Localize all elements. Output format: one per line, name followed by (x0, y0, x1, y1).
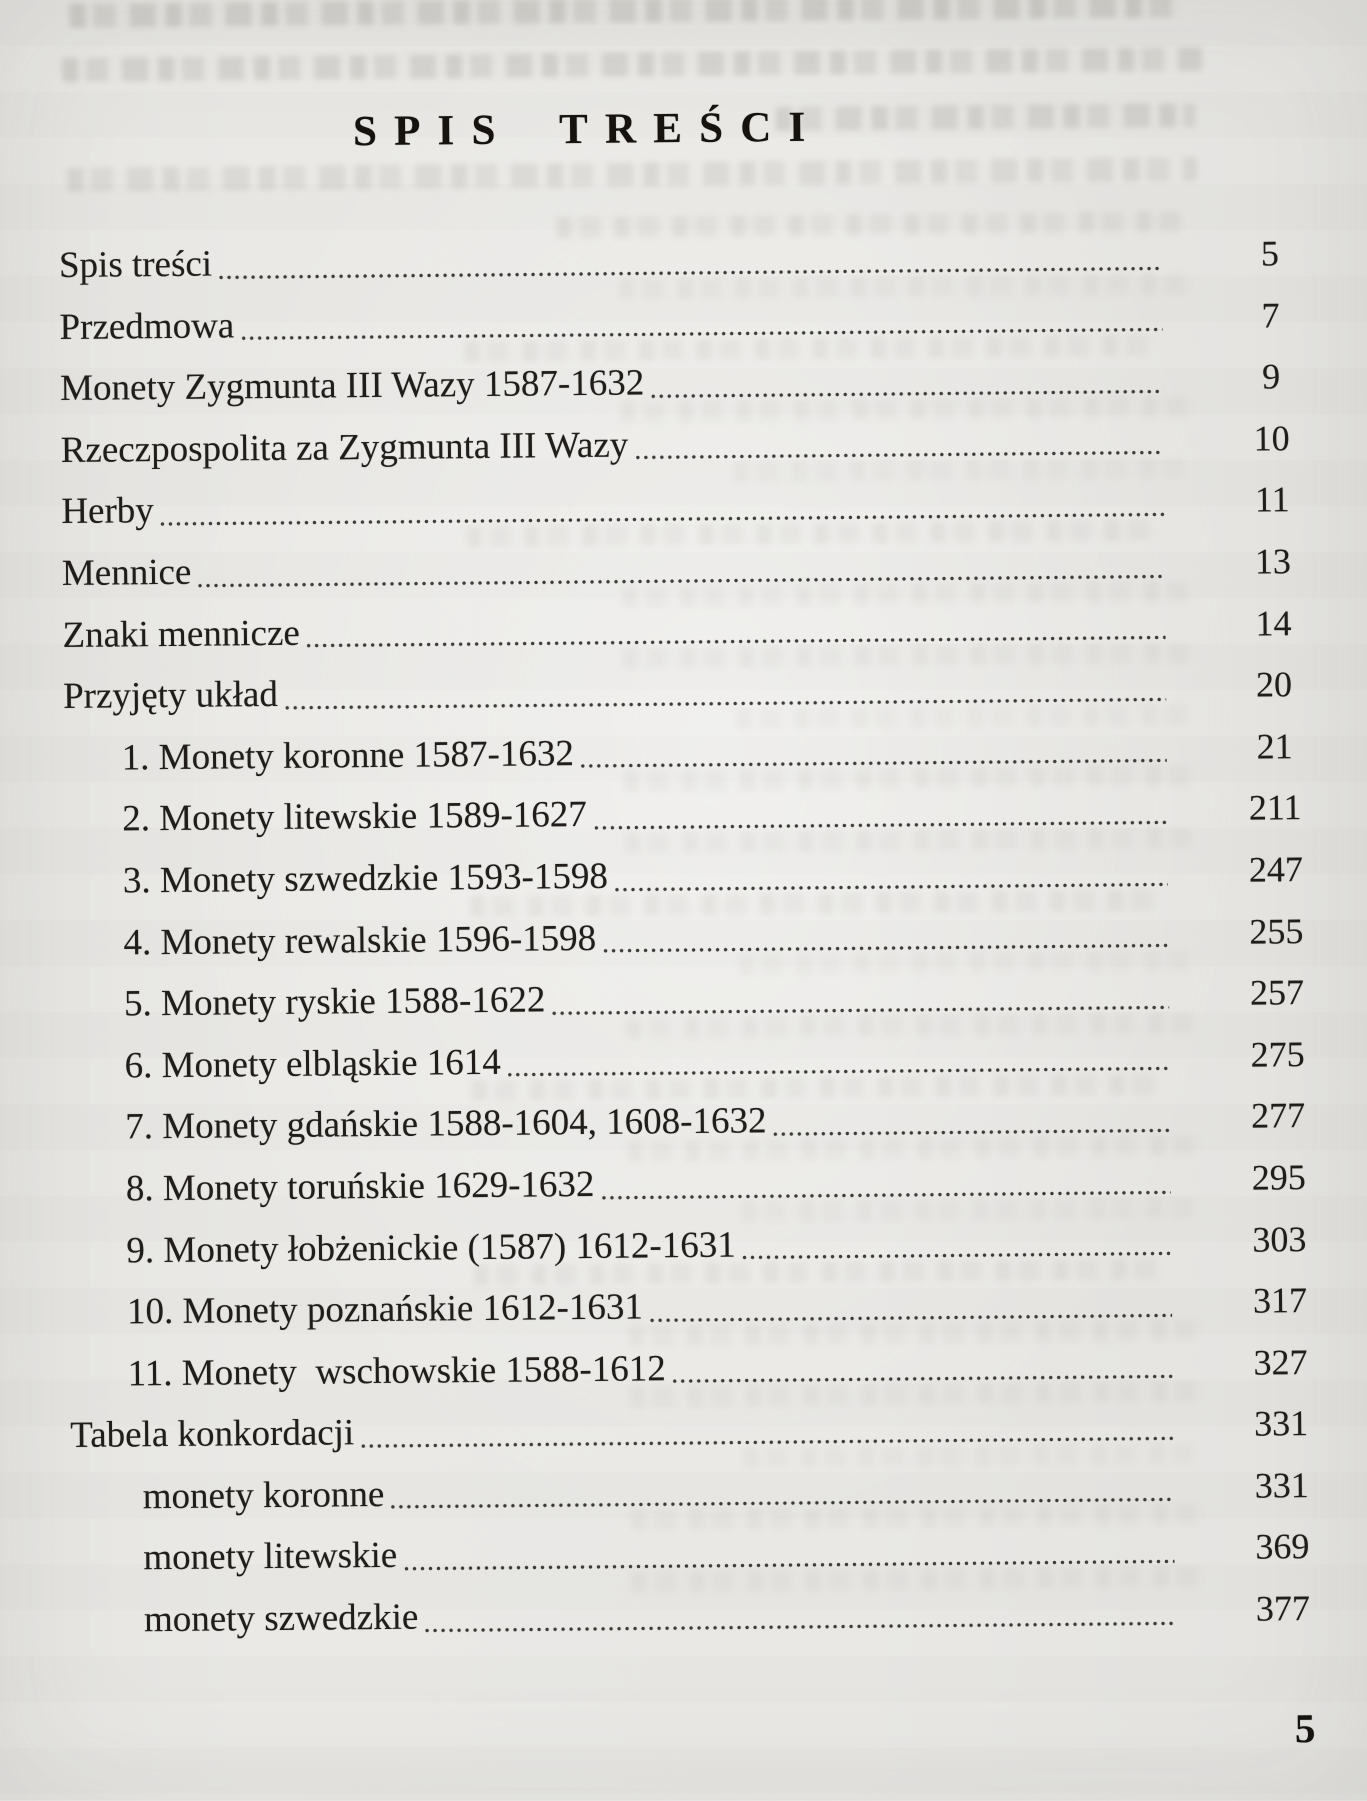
toc-entry-label: 5. Monety ryskie 1588-1622 (123, 979, 546, 1025)
toc-entry-label: 3. Monety szwedzkie 1593-1598 (122, 855, 609, 902)
toc-entry-label: 2. Monety litewskie 1589-1627 (122, 794, 587, 840)
dotted-leader (198, 574, 1165, 587)
toc-entry (72, 1578, 1328, 1652)
dotted-leader (161, 512, 1165, 526)
dotted-leader (391, 1498, 1174, 1510)
dotted-leader (650, 1313, 1172, 1322)
toc-page-number: 257 (1249, 972, 1305, 1013)
toc-entry-label: 8. Monety toruńskie 1629-1632 (125, 1163, 595, 1210)
toc-entry-label: Mennice (61, 551, 192, 594)
dotted-leader (553, 1005, 1170, 1015)
toc-entry-label: 4. Monety rewalskie 1596-1598 (123, 917, 597, 963)
dotted-leader (615, 882, 1168, 891)
toc-entry-label: Przyjęty układ (62, 674, 279, 718)
toc-entry-label: 1. Monety koronne 1587-1632 (121, 732, 575, 779)
dotted-leader (602, 1190, 1171, 1199)
table-of-contents (59, 223, 1328, 1652)
toc-entry-label: Herby (61, 490, 154, 533)
dotted-leader (673, 1375, 1173, 1384)
dotted-leader (743, 1251, 1172, 1259)
toc-entry-label: 6. Monety elbląskie 1614 (124, 1041, 501, 1087)
page-folio: 5 (1294, 1705, 1316, 1752)
toc-page-number: 9 (1261, 356, 1281, 397)
dotted-leader (635, 451, 1163, 460)
toc-entry-label: 11. Monety wschowskie 1588-1612 (127, 1347, 666, 1395)
dotted-leader (241, 328, 1162, 341)
toc-page-number: 13 (1254, 541, 1292, 582)
toc-entry-label: monety koronne (142, 1473, 385, 1518)
toc-page-number: 277 (1250, 1095, 1306, 1136)
toc-page-number: 21 (1256, 725, 1293, 767)
dotted-leader (307, 636, 1166, 648)
toc-entry-label: monety litewskie (143, 1535, 398, 1579)
toc-page-number: 10 (1253, 417, 1290, 459)
toc-page-number: 377 (1255, 1588, 1311, 1629)
toc-page-number: 211 (1248, 787, 1302, 828)
dotted-leader (361, 1436, 1173, 1448)
toc-entry-label: monety szwedzkie (143, 1596, 419, 1641)
dotted-leader (219, 266, 1162, 279)
dotted-leader (425, 1621, 1175, 1632)
toc-entry-label: Znaki mennicze (62, 612, 301, 656)
dotted-leader (581, 759, 1167, 769)
toc-entry-label: 9. Monety łobżenickie (1587) 1612-1631 (126, 1224, 736, 1271)
toc-page-number: 20 (1255, 664, 1293, 705)
dotted-leader (594, 820, 1167, 830)
page-title: SPIS TREŚCI (352, 103, 823, 156)
dotted-leader (774, 1128, 1171, 1136)
toc-page-number: 255 (1249, 910, 1304, 952)
toc-page-number: 331 (1253, 1403, 1309, 1444)
bleedthrough-line (69, 0, 1179, 28)
dotted-leader (404, 1559, 1174, 1570)
toc-entry-label: 7. Monety gdańskie 1588-1604, 1608-1632 (125, 1100, 767, 1148)
toc-entry-label: 10. Monety poznańskie 1612-1631 (126, 1286, 644, 1333)
toc-page-number: 275 (1250, 1033, 1305, 1075)
dotted-leader (603, 944, 1168, 953)
bleedthrough-line (67, 157, 1197, 192)
toc-entry-label: Tabela konkordacji (70, 1412, 355, 1457)
toc-entry-label: Przedmowa (59, 304, 235, 348)
toc-page-number: 303 (1252, 1218, 1307, 1260)
toc-page-number: 327 (1253, 1341, 1308, 1383)
toc-page-number: 331 (1254, 1464, 1309, 1506)
toc-entry-label: Rzeczpospolita za Zygmunta III Wazy (60, 424, 629, 471)
dotted-leader (285, 697, 1166, 709)
dotted-leader (508, 1067, 1170, 1077)
toc-entry-label: Monety Zygmunta III Wazy 1587-1632 (59, 362, 645, 410)
toc-page-number: 247 (1248, 849, 1304, 890)
toc-page-number: 295 (1251, 1157, 1306, 1198)
toc-page-number: 369 (1255, 1526, 1310, 1568)
dotted-leader (651, 389, 1163, 398)
toc-page-number: 5 (1260, 233, 1280, 274)
toc-page-number: 14 (1255, 602, 1292, 644)
toc-page-number: 7 (1261, 294, 1280, 336)
toc-entry-label: Spis treści (58, 243, 213, 287)
toc-page-number: 11 (1254, 479, 1290, 520)
toc-page-number: 317 (1252, 1280, 1308, 1321)
bleedthrough-line (62, 47, 1202, 82)
